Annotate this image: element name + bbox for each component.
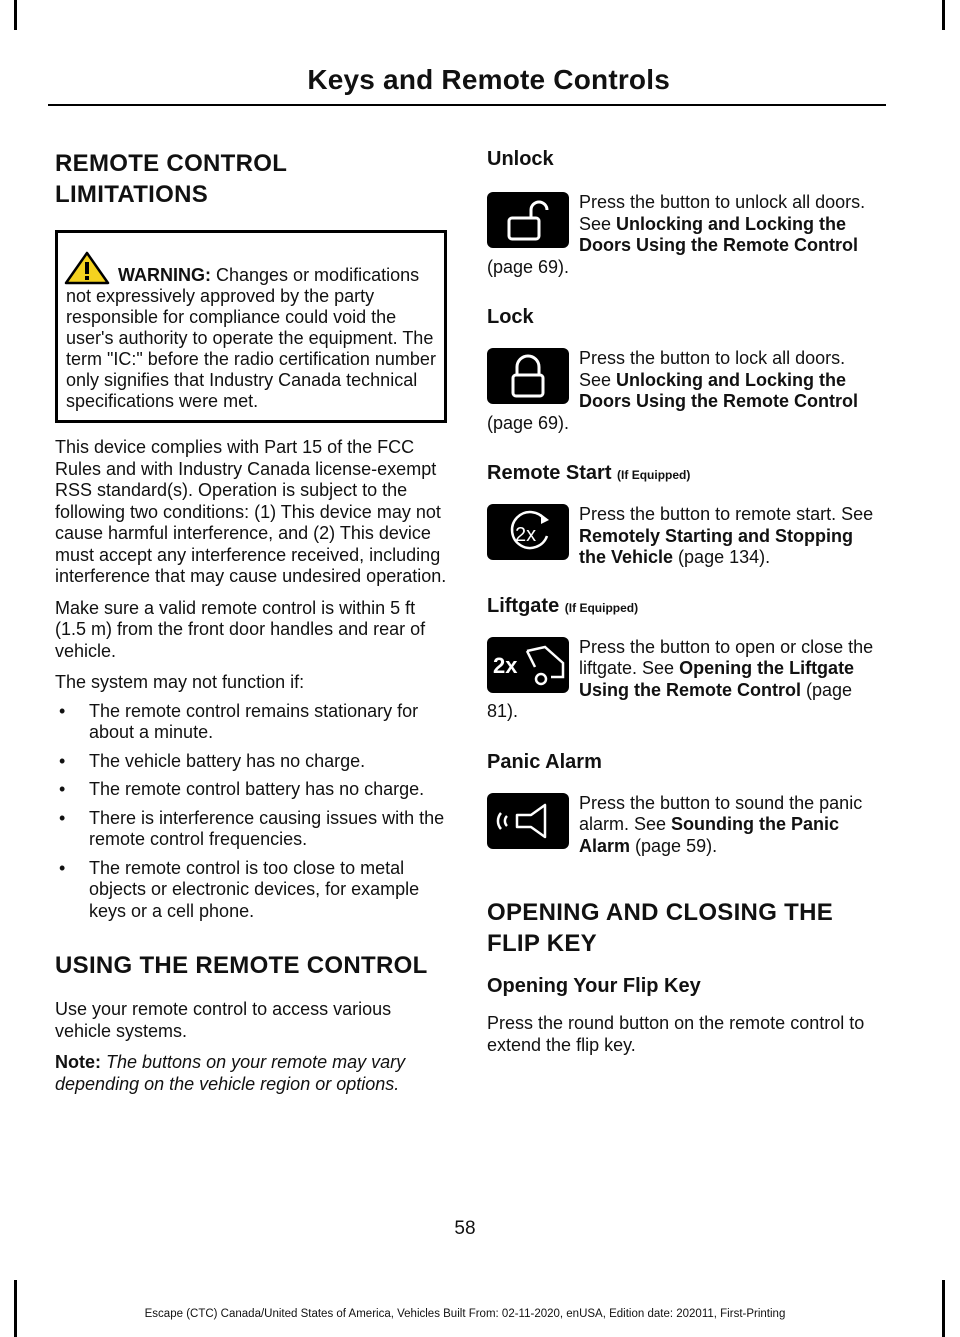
note-text: The buttons on your remote may vary depending on the vehicle region or options. xyxy=(55,1052,406,1094)
lock-title: Lock xyxy=(487,306,534,328)
if-equipped-label: (If Equipped) xyxy=(564,600,639,615)
limitations-list xyxy=(55,701,447,923)
unlock-description: Press the button to unlock all doors. See Unlocking and Locking the Doors Using the Remote Control (page 69). xyxy=(487,192,866,277)
page-number: 58 xyxy=(454,1218,476,1239)
panic-horn-icon xyxy=(487,793,569,849)
panic-alarm-title: Panic Alarm xyxy=(487,750,602,773)
lock-reference-link[interactable]: Unlocking and Locking the Doors Using the Remote Control xyxy=(579,369,859,411)
panic-alarm-description: Press the button to sound the panic alarm. See Sounding the Panic Alarm (page 59). xyxy=(487,793,882,858)
panic-alarm-reference-link[interactable]: Sounding the Panic Alarm xyxy=(579,814,840,856)
unlock-title: Unlock xyxy=(487,148,554,170)
liftgate-icon xyxy=(487,637,569,693)
page-header-title: Keys and Remote Controls xyxy=(307,64,670,95)
svg-text:2x: 2x xyxy=(493,652,518,678)
list-item: • The remote control is too close to metal objects or electronic devices, for example keys or a cell phone. xyxy=(55,858,447,923)
warning-paragraph xyxy=(66,251,436,412)
list-item: • The remote control battery has no charge. xyxy=(55,779,447,801)
remote-start-description: 2x Press the button to remote start. See Remotely Starting and Stopping the Vehicle (page 134). xyxy=(487,504,882,569)
crop-mark-top-right xyxy=(942,0,945,30)
right-column xyxy=(487,140,882,1056)
list-item: • The vehicle battery has no charge. xyxy=(55,751,447,773)
header-divider xyxy=(48,104,886,106)
crop-mark-bottom-right xyxy=(942,1280,945,1337)
lock-icon xyxy=(487,348,569,404)
unlock-icon xyxy=(487,192,569,248)
remote-start-icon xyxy=(487,504,569,560)
if-equipped-label: (If Equipped) xyxy=(617,468,691,482)
list-item: • There is interference causing issues with the remote control frequencies. xyxy=(55,808,447,851)
section-title-flip-key: OPENING AND CLOSING THE FLIP KEY xyxy=(487,899,834,957)
warning-text: Changes or modifications not expressively approved by the party responsible for compliance could void the user's authority to operate the equipment. The term "IC:" before the radio certification number only signifies that Industry Canada technical specifications were met. xyxy=(66,265,436,411)
liftgate-reference-link[interactable]: Opening the Liftgate Using the Remote Control xyxy=(579,658,855,700)
crop-mark-top-left xyxy=(14,0,17,30)
warning-box xyxy=(55,230,447,423)
using-paragraph: Use your remote control to access various vehicle systems. xyxy=(55,999,392,1041)
lock-description: Press the button to lock all doors. See Unlocking and Locking the Doors Using the Remote Control (page 69). xyxy=(487,348,859,433)
opening-flip-key-title: Opening Your Flip Key xyxy=(487,975,701,997)
unlock-reference-link[interactable]: Unlocking and Locking the Doors Using the Remote Control xyxy=(579,213,859,255)
warning-label: WARNING: xyxy=(118,265,211,285)
flip-key-paragraph: Press the round button on the remote control to extend the flip key. xyxy=(487,1013,865,1055)
footer-edition-info: Escape (CTC) Canada/United States of America, Vehicles Built From: 02-11-2020, enUSA, Edition date: 202011, First-Printing xyxy=(144,1308,786,1320)
warning-triangle-icon xyxy=(64,251,110,285)
svg-text:2x: 2x xyxy=(515,524,537,546)
left-column xyxy=(55,140,447,1095)
list-item: • The remote control remains stationary for about a minute. xyxy=(55,701,447,744)
section-title-using-remote-control: USING THE REMOTE CONTROL xyxy=(55,952,428,979)
range-paragraph: Make sure a valid remote control is within 5 ft (1.5 m) from the front door handles and rear of vehicle. xyxy=(55,597,426,661)
fcc-paragraph: This device complies with Part 15 of the FCC Rules and with Industry Canada license-exempt RSS standard(s). Operation is subject to the following two conditions: (1) This device may not cause harmful interference, and (2) This device must accept any interference received, including interference that may cause undesired operation. xyxy=(55,437,447,586)
note-label: Note: xyxy=(55,1052,101,1072)
function-intro: The system may not function if: xyxy=(55,672,305,692)
remote-start-title: Remote Start (If Equipped) xyxy=(487,462,691,484)
note-paragraph xyxy=(55,1052,447,1095)
liftgate-description: 2x Press the button to open or close the liftgate. See Opening the Liftgate Using the Remote Control (page 81). xyxy=(487,636,874,721)
liftgate-title: Liftgate (If Equipped) xyxy=(487,594,639,617)
remote-start-reference-link[interactable]: Remotely Starting and Stopping the Vehicle xyxy=(579,525,854,567)
section-title-remote-control-limitations: REMOTE CONTROL LIMITATIONS xyxy=(55,150,288,208)
